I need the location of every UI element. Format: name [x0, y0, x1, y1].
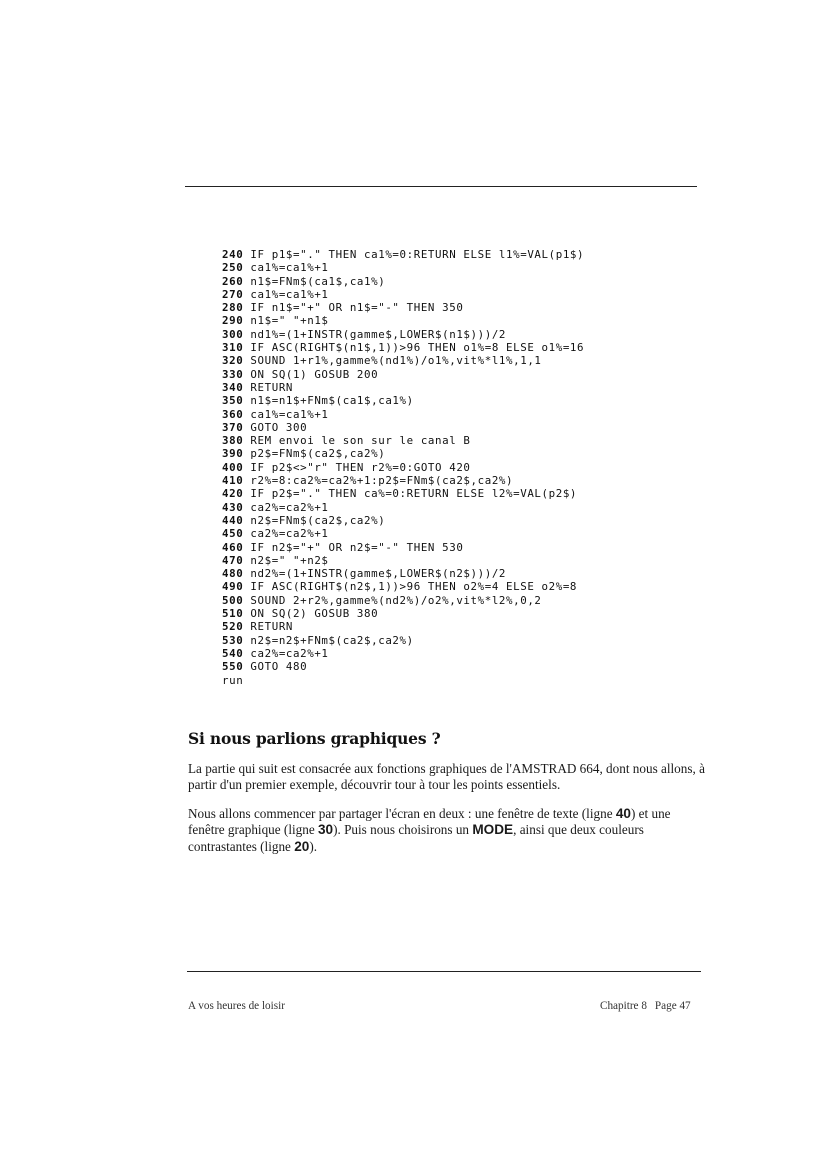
code-line — [222, 394, 584, 407]
section-heading: Si nous parlions graphiques ? — [188, 729, 441, 748]
line-number: 400 — [222, 460, 244, 474]
line-number: 520 — [222, 620, 244, 634]
basic-code-listing — [222, 248, 584, 687]
line-number: 390 — [222, 447, 244, 461]
line-number: 410 — [222, 474, 244, 488]
code-line — [222, 674, 584, 687]
code-line — [222, 660, 584, 673]
line-number: 320 — [222, 354, 244, 368]
paragraph-text: ). — [309, 838, 318, 854]
line-number: 550 — [222, 660, 244, 674]
mode-keyword: MODE — [472, 822, 514, 838]
code-line — [222, 421, 584, 434]
code-line — [222, 554, 584, 567]
line-number: 450 — [222, 527, 244, 541]
code-line — [222, 288, 584, 301]
explanation-paragraph — [188, 806, 706, 855]
paragraph-text: ). Puis nous choisirons un — [333, 822, 473, 838]
code-line — [222, 620, 584, 633]
code-line — [222, 541, 584, 554]
code-line — [222, 408, 584, 421]
line-number: 380 — [222, 434, 244, 448]
line-number: 290 — [222, 314, 244, 328]
code-text: ca2%=ca2%+1 — [243, 527, 329, 541]
code-line — [222, 514, 584, 527]
code-line — [222, 567, 584, 580]
code-line — [222, 328, 584, 341]
line-number: 280 — [222, 301, 244, 315]
code-line — [222, 487, 584, 500]
footer-book-title: A vos heures de loisir — [188, 1000, 285, 1012]
code-text: nd1%=(1+INSTR(gamme$,LOWER$(n1$)))/2 — [243, 327, 507, 341]
line-number: 540 — [222, 646, 244, 660]
code-text: ca1%=ca1%+1 — [243, 261, 329, 275]
code-text: n2$=n2$+FNm$(ca2$,ca2%) — [243, 633, 414, 647]
footer-page-number: Page 47 — [654, 1000, 691, 1012]
line-number: 360 — [222, 407, 244, 421]
code-text: n1$=n1$+FNm$(ca1$,ca1%) — [243, 394, 414, 408]
paragraph-text: ) et une fenêtre graphique (ligne — [188, 806, 671, 838]
paragraph-text: Nous allons commencer par partager l'écran en deux : une fenêtre de texte (ligne — [188, 806, 616, 821]
code-line — [222, 474, 584, 487]
line-number: 510 — [222, 607, 244, 621]
line-number: 440 — [222, 513, 244, 527]
code-line — [222, 527, 584, 540]
code-text: IF p2$="." THEN ca%=0:RETURN ELSE l2%=VAL(p2$) — [243, 487, 578, 501]
code-text: ca2%=ca2%+1 — [243, 500, 329, 514]
line-number: 260 — [222, 274, 244, 288]
code-text: n1$=" "+n1$ — [243, 314, 329, 328]
code-text: nd2%=(1+INSTR(gamme$,LOWER$(n2$)))/2 — [243, 567, 507, 581]
code-text: r2%=8:ca2%=ca2%+1:p2$=FNm$(ca2$,ca2%) — [243, 474, 514, 488]
code-text: ca1%=ca1%+1 — [243, 407, 329, 421]
code-text: IF n1$="+" OR n1$="-" THEN 350 — [243, 301, 464, 315]
line-ref-30: 30 — [317, 822, 334, 838]
line-number: 270 — [222, 287, 244, 301]
code-line — [222, 634, 584, 647]
footer-page-info — [600, 1000, 691, 1012]
code-line — [222, 261, 584, 274]
code-line — [222, 341, 584, 354]
line-number: 370 — [222, 420, 244, 434]
line-number: 420 — [222, 487, 244, 501]
code-line — [222, 248, 584, 261]
code-text: IF p1$="." THEN ca1%=0:RETURN ELSE l1%=VAL(p1$) — [243, 248, 585, 261]
line-number: 240 — [222, 248, 244, 261]
code-text: RETURN — [243, 620, 294, 634]
line-number: 500 — [222, 593, 244, 607]
line-ref-20: 20 — [294, 838, 310, 854]
code-line — [222, 501, 584, 514]
intro-paragraph: La partie qui suit est consacrée aux fonctions graphiques de l'AMSTRAD 664, dont nous allons, à partir d'un premier exemple, découvrir tour à tour les points essentiels. — [188, 761, 705, 793]
line-number: 530 — [222, 633, 244, 647]
line-number: 330 — [222, 367, 244, 381]
code-text: REM envoi le son sur le canal B — [243, 434, 471, 448]
code-line — [222, 647, 584, 660]
footer-chapter: Chapitre 8 — [600, 1000, 647, 1012]
code-line — [222, 447, 584, 460]
code-line — [222, 314, 584, 327]
code-line — [222, 607, 584, 620]
line-number: 250 — [222, 261, 244, 275]
line-number: 340 — [222, 380, 244, 394]
code-text: p2$=FNm$(ca2$,ca2%) — [243, 447, 386, 461]
code-text: SOUND 1+r1%,gamme%(nd1%)/o1%,vit%*l1%,1,1 — [243, 354, 542, 368]
code-text: RETURN — [243, 380, 294, 394]
code-line — [222, 301, 584, 314]
bottom-rule — [187, 971, 701, 972]
code-line — [222, 434, 584, 447]
code-text: IF p2$<>"r" THEN r2%=0:GOTO 420 — [243, 460, 471, 474]
code-line — [222, 354, 584, 367]
code-text: ca1%=ca1%+1 — [243, 287, 329, 301]
line-ref-40: 40 — [615, 806, 631, 821]
line-number: 460 — [222, 540, 244, 554]
code-text: n1$=FNm$(ca1$,ca1%) — [243, 274, 386, 288]
code-text: n2$=FNm$(ca2$,ca2%) — [243, 513, 386, 527]
code-line — [222, 580, 584, 593]
code-line — [222, 461, 584, 474]
top-rule — [185, 186, 697, 187]
code-text: ON SQ(2) GOSUB 380 — [243, 607, 379, 621]
code-text: IF n2$="+" OR n2$="-" THEN 530 — [243, 540, 464, 554]
code-text: GOTO 480 — [243, 660, 308, 674]
code-line — [222, 275, 584, 288]
code-line — [222, 368, 584, 381]
line-number: 310 — [222, 341, 244, 355]
line-number: 470 — [222, 553, 244, 567]
code-text: n2$=" "+n2$ — [243, 553, 329, 567]
code-line — [222, 381, 584, 394]
code-line — [222, 594, 584, 607]
line-number: 430 — [222, 500, 244, 514]
line-number: 490 — [222, 580, 244, 594]
code-text: ON SQ(1) GOSUB 200 — [243, 367, 379, 381]
code-text: run — [222, 673, 244, 687]
code-text: GOTO 300 — [243, 420, 308, 434]
code-text: SOUND 2+r2%,gamme%(nd2%)/o2%,vit%*l2%,0,2 — [243, 593, 542, 607]
code-text: IF ASC(RIGHT$(n1$,1))>96 THEN o1%=8 ELSE o1%=16 — [243, 341, 585, 355]
line-number: 480 — [222, 567, 244, 581]
line-number: 350 — [222, 394, 244, 408]
line-number: 300 — [222, 327, 244, 341]
code-text: ca2%=ca2%+1 — [243, 646, 329, 660]
code-text: IF ASC(RIGHT$(n2$,1))>96 THEN o2%=4 ELSE o2%=8 — [243, 580, 578, 594]
paragraph-text: , ainsi que deux couleurs contrastantes (ligne — [188, 822, 644, 854]
